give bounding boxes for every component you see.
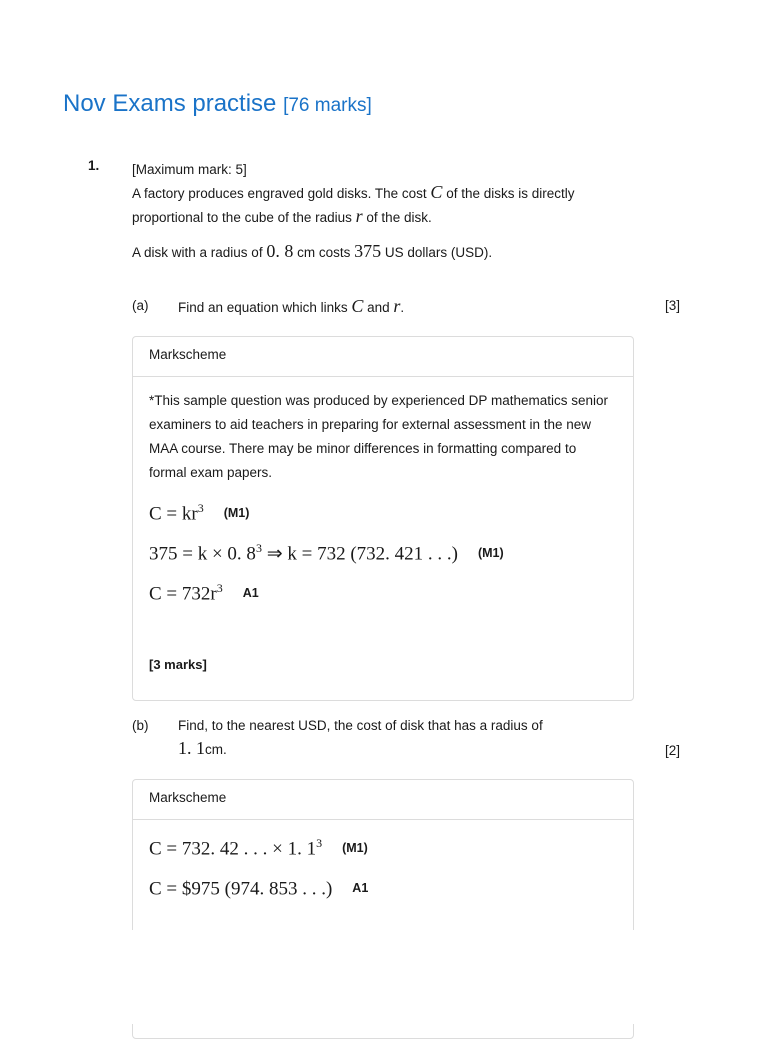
- disk-suffix: US dollars (USD).: [381, 245, 493, 260]
- question-stem: [132, 158, 612, 229]
- expr: [149, 501, 204, 525]
- expr-base: C = 732. 42 . . . × 1. 1: [149, 838, 317, 860]
- part-b-prompt: Find, to the nearest USD, the cost of disk that has a radius of: [178, 718, 543, 733]
- part-a-var-r: r: [393, 296, 401, 316]
- total-marks: [76 marks]: [283, 95, 372, 116]
- markscheme-b-line-1: [149, 828, 617, 868]
- markscheme-b-line-2: [149, 868, 617, 908]
- expr: [149, 541, 458, 565]
- page-title-text: Nov Exams practise: [63, 90, 277, 117]
- markscheme-a-total: [3 marks]: [149, 657, 207, 672]
- award-mark: A1: [242, 586, 259, 600]
- disk-mid: cm costs: [293, 245, 355, 260]
- award-mark: (M1): [223, 506, 250, 520]
- part-a-text: Find an equation which links: [178, 300, 352, 315]
- markscheme-a: [132, 336, 634, 701]
- markscheme-a-line-3: [149, 573, 617, 613]
- part-a-and: and: [363, 300, 394, 315]
- markscheme-a-body: [133, 377, 633, 672]
- var-c: C: [430, 182, 443, 202]
- expr-base: 375 = k × 0. 8: [149, 543, 256, 565]
- part-b-marks: [2]: [664, 743, 680, 758]
- part-b-radius: 1. 1: [178, 738, 205, 758]
- expr-exp: 3: [197, 500, 204, 515]
- expr-exp: 3: [316, 835, 323, 850]
- var-r: r: [355, 206, 363, 226]
- markscheme-a-header: Markscheme: [133, 337, 633, 377]
- expr-exp: 3: [255, 540, 262, 555]
- markscheme-b-body: [133, 820, 633, 908]
- markscheme-b-header: Markscheme: [133, 780, 633, 820]
- award-mark: (M1): [477, 546, 504, 560]
- part-b-radius-line: [178, 738, 227, 759]
- markscheme-note: *This sample question was produced by experienced DP mathematics senior examiners to aid teachers in preparing for external assessment in the new MAA course. There may be minor differences in formatting compared to formal exam papers.: [149, 393, 608, 480]
- part-a-letter: (a): [132, 298, 149, 313]
- part-a-marks: [3]: [664, 298, 680, 313]
- expr: [149, 876, 332, 900]
- stem-text-1: A factory produces engraved gold disks. The cost: [132, 186, 431, 201]
- markscheme-a-line-2: [149, 533, 617, 573]
- stem-text-2: of the disks is directly proportional to the cube of the radius: [132, 186, 575, 225]
- disk-info: [132, 241, 492, 262]
- question-number: 1.: [88, 158, 100, 173]
- stem-text-3: of the disk.: [362, 210, 432, 225]
- expr-rest: ⇒ k = 732 (732. 421 . . .): [261, 543, 458, 565]
- disk-prefix: A disk with a radius of: [132, 245, 267, 260]
- award-mark: A1: [352, 881, 369, 895]
- disk-radius: 0. 8: [266, 241, 294, 261]
- expr-exp: 3: [216, 580, 223, 595]
- part-b-unit: cm.: [205, 742, 227, 757]
- disk-cost: 375: [354, 241, 382, 261]
- question-body: [132, 181, 612, 229]
- part-a-end: .: [400, 300, 405, 315]
- expr: [149, 581, 223, 605]
- award-mark: (M1): [342, 841, 368, 855]
- expr: [149, 836, 322, 860]
- part-b-letter: (b): [132, 718, 149, 733]
- expr-base: C = kr: [149, 503, 198, 525]
- part-a-prompt: [178, 296, 404, 317]
- max-mark: [Maximum mark: 5]: [132, 162, 247, 177]
- page-bottom-margin: [0, 930, 768, 1024]
- expr-base: C = 732r: [149, 583, 217, 605]
- expr-base: C = $975 (974. 853 . . .): [149, 878, 333, 900]
- page-title: [63, 90, 372, 118]
- markscheme-a-line-1: [149, 493, 617, 533]
- part-a-var-c: C: [351, 296, 364, 316]
